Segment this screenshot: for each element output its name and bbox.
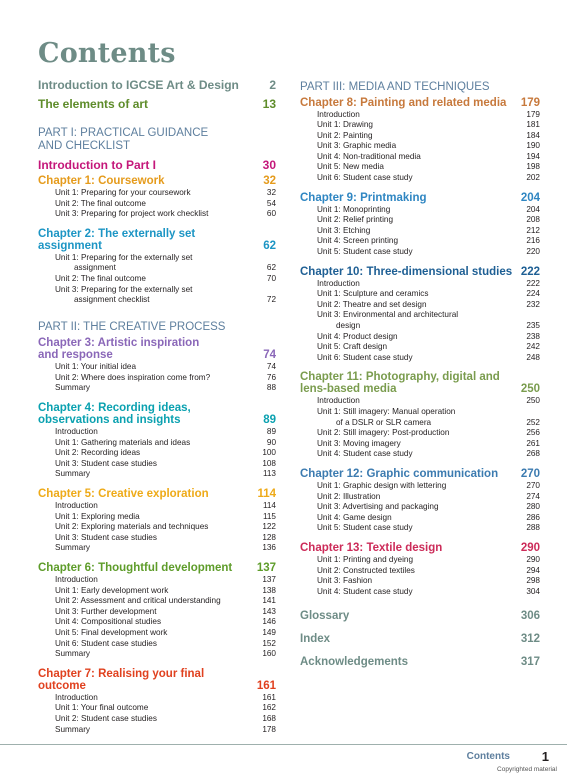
- list-item[interactable]: Unit 3: Preparing for project work checklist 60: [55, 209, 276, 219]
- list-item[interactable]: Unit 6: Student case study 202: [317, 173, 540, 183]
- page-title: Contents: [38, 38, 176, 69]
- list-item[interactable]: Unit 1: Exploring media 115: [55, 511, 276, 521]
- part-heading-2: PART II: THE CREATIVE PROCESS: [38, 320, 226, 333]
- entry-title: Introduction to IGCSE Art & Design: [38, 78, 239, 92]
- list-item[interactable]: Summary 113: [55, 469, 276, 479]
- list-item[interactable]: Unit 1: Sculpture and ceramics 224: [317, 289, 540, 299]
- toc-entry-introduction[interactable]: [38, 78, 276, 92]
- entry-title: The elements of art: [38, 97, 149, 111]
- list-item[interactable]: Unit 2: Assessment and critical understanding 141: [55, 596, 276, 606]
- chapter-11-heading[interactable]: Chapter 11: Photography, digital and lens-based media 250: [300, 371, 540, 396]
- list-item[interactable]: Unit 5: Craft design 242: [317, 342, 540, 352]
- chapter-2-heading[interactable]: Chapter 2: The externally set assignment 62: [38, 227, 276, 252]
- list-item[interactable]: Unit 4: Compositional studies 146: [55, 617, 276, 627]
- list-item[interactable]: design 235: [336, 321, 540, 330]
- list-item[interactable]: Unit 4: Non-traditional media 194: [317, 151, 540, 161]
- list-item[interactable]: Unit 3: Preparing for the externally set: [55, 284, 193, 294]
- list-item[interactable]: Unit 3: Etching 212: [317, 225, 540, 235]
- list-item[interactable]: Summary 136: [55, 543, 276, 553]
- list-item[interactable]: Unit 3: Fashion 298: [317, 576, 540, 586]
- part-heading-3: PART III: MEDIA AND TECHNIQUES: [300, 81, 490, 93]
- list-item[interactable]: Unit 1: Monoprinting 204: [317, 204, 540, 214]
- chapter-7-heading[interactable]: Chapter 7: Realising your final outcome 161: [38, 667, 276, 692]
- list-item[interactable]: Unit 5: Final development work 149: [55, 627, 276, 637]
- list-item[interactable]: Unit 4: Product design 238: [317, 331, 540, 341]
- page-number: 1: [541, 749, 549, 764]
- list-item[interactable]: Unit 2: Painting 184: [317, 130, 540, 140]
- list-item[interactable]: Unit 2: Relief printing 208: [317, 215, 540, 225]
- chapter-4-heading[interactable]: Chapter 4: Recording ideas, observations and insights 89: [38, 402, 276, 427]
- list-item[interactable]: Unit 6: Student case studies 152: [55, 638, 276, 648]
- chapter-10-heading[interactable]: Chapter 10: Three-dimensional studies 222: [300, 265, 540, 278]
- toc-right-column: [300, 78, 540, 674]
- list-item[interactable]: Summary 178: [55, 724, 276, 734]
- list-item[interactable]: Introduction 179: [317, 109, 540, 119]
- footer-section-label: Contents: [466, 751, 510, 762]
- list-item[interactable]: Unit 2: Illustration 274: [317, 491, 540, 501]
- entry-page: 13: [262, 97, 276, 111]
- list-item[interactable]: Unit 2: Still imagery: Post-production 256: [317, 428, 540, 438]
- toc-entry-glossary[interactable]: Glossary 306: [300, 610, 540, 623]
- list-item[interactable]: Unit 1: Early development work 138: [55, 585, 276, 595]
- chapter-8-heading[interactable]: Chapter 8: Painting and related media 179: [300, 96, 540, 109]
- chapter-12-heading[interactable]: Chapter 12: Graphic communication 270: [300, 467, 540, 480]
- list-item[interactable]: Unit 2: The final outcome 54: [55, 198, 276, 208]
- list-item[interactable]: Introduction 161: [55, 692, 276, 702]
- list-item[interactable]: Summary 160: [55, 649, 276, 659]
- list-item[interactable]: Introduction 114: [55, 501, 276, 510]
- list-item[interactable]: Unit 1: Gathering materials and ideas 90: [55, 437, 276, 447]
- list-item[interactable]: Unit 1: Preparing for the externally set: [55, 252, 193, 262]
- list-item[interactable]: Unit 4: Student case study 304: [317, 586, 540, 596]
- list-item[interactable]: assignment 62: [74, 263, 276, 273]
- list-item[interactable]: Introduction 250: [317, 396, 540, 406]
- list-item[interactable]: Unit 4: Student case study 268: [317, 449, 540, 459]
- toc-entry-elements-of-art[interactable]: [38, 97, 276, 111]
- entry-page: 2: [269, 78, 276, 92]
- list-item[interactable]: Unit 1: Graphic design with lettering 270: [317, 480, 540, 490]
- entry-page: 30: [262, 158, 276, 172]
- list-item[interactable]: Unit 2: Recording ideas 100: [55, 448, 276, 458]
- chapter-6-heading[interactable]: Chapter 6: Thoughtful development 137: [38, 561, 276, 574]
- list-item[interactable]: Unit 1: Still imagery: Manual operation: [317, 406, 456, 416]
- list-item[interactable]: Unit 2: Theatre and set design 232: [317, 299, 540, 309]
- toc-entry-intro-part-1[interactable]: [38, 158, 276, 172]
- list-item[interactable]: Unit 3: Environmental and architectural: [317, 310, 459, 320]
- list-item[interactable]: Unit 3: Student case studies 128: [55, 532, 276, 542]
- list-item[interactable]: Introduction 222: [317, 278, 540, 288]
- chapter-3-heading[interactable]: Chapter 3: Artistic inspiration and response 74: [38, 337, 276, 362]
- chapter-9-heading[interactable]: Chapter 9: Printmaking 204: [300, 191, 540, 204]
- footer-divider: [0, 744, 567, 745]
- list-item[interactable]: Unit 1: Printing and dyeing 290: [317, 554, 540, 564]
- list-item[interactable]: Unit 4: Game design 286: [317, 512, 540, 522]
- list-item[interactable]: Unit 5: Student case study 220: [317, 247, 540, 257]
- list-item[interactable]: Unit 1: Your final outcome 162: [55, 703, 276, 713]
- list-item[interactable]: Unit 2: Constructed textiles 294: [317, 565, 540, 575]
- list-item[interactable]: Summary 88: [55, 383, 276, 393]
- list-item[interactable]: Unit 1: Your initial idea 74: [55, 362, 276, 372]
- list-item[interactable]: of a DSLR or SLR camera 252: [336, 417, 540, 427]
- chapter-5-heading[interactable]: Chapter 5: Creative exploration 114: [38, 488, 276, 500]
- entry-title: Introduction to Part I: [38, 158, 156, 172]
- list-item[interactable]: Unit 3: Student case studies 108: [55, 458, 276, 468]
- list-item[interactable]: Unit 2: Student case studies 168: [55, 713, 276, 723]
- list-item[interactable]: Unit 1: Drawing 181: [317, 120, 540, 130]
- list-item[interactable]: Unit 6: Student case study 248: [317, 352, 540, 362]
- part-heading-1: PART I: PRACTICAL GUIDANCE AND CHECKLIST: [38, 127, 209, 152]
- list-item[interactable]: Unit 2: Where does inspiration come from? 76: [55, 372, 276, 382]
- list-item[interactable]: Unit 4: Screen printing 216: [317, 236, 540, 246]
- toc-entry-acknowledgements[interactable]: Acknowledgements 317: [300, 656, 540, 669]
- list-item[interactable]: Introduction 89: [55, 427, 276, 437]
- copyright-notice: Copyrighted material: [497, 766, 557, 773]
- list-item[interactable]: Unit 2: Exploring materials and techniques 122: [55, 522, 276, 532]
- list-item[interactable]: Unit 5: New media 198: [317, 162, 540, 172]
- chapter-1-heading[interactable]: Chapter 1: Coursework 32: [38, 175, 276, 187]
- list-item[interactable]: Unit 2: The final outcome 70: [55, 273, 276, 283]
- list-item[interactable]: Unit 5: Student case study 288: [317, 523, 540, 533]
- list-item[interactable]: Unit 3: Graphic media 190: [317, 141, 540, 151]
- list-item[interactable]: Unit 3: Advertising and packaging 280: [317, 502, 540, 512]
- list-item[interactable]: Unit 1: Preparing for your coursework 32: [55, 188, 276, 197]
- toc-entry-index[interactable]: Index 312: [300, 633, 540, 646]
- toc-left-column: [38, 78, 276, 735]
- list-item[interactable]: Unit 3: Further development 143: [55, 606, 276, 616]
- chapter-13-heading[interactable]: Chapter 13: Textile design 290: [300, 541, 540, 554]
- list-item[interactable]: Unit 3: Moving imagery 261: [317, 438, 540, 448]
- list-item[interactable]: assignment checklist 72: [74, 295, 276, 305]
- list-item[interactable]: Introduction 137: [55, 574, 276, 584]
